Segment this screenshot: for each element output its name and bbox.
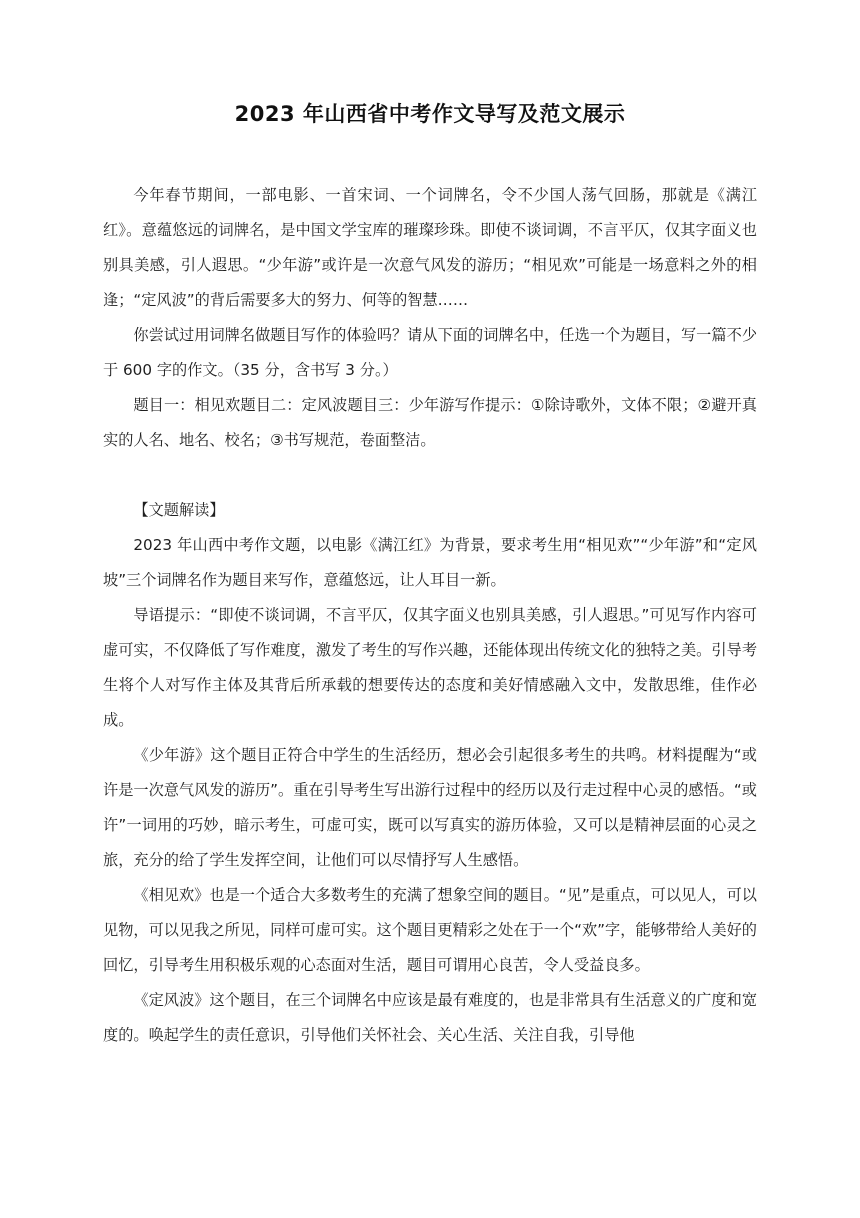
document-body <box>103 178 757 1053</box>
prompt-paragraph: 你尝试过用词牌名做题目写作的体验吗？请从下面的词牌名中，任选一个为题目，写一篇不少于 600 字的作文。（35 分，含书写 3 分。） <box>103 326 757 379</box>
analysis-paragraph: 导语提示：“即使不谈词调，不言平仄，仅其字面义也别具美感，引人遐思。”可见写作内容可虚可实，不仅降低了写作难度，激发了考生的写作兴趣，还能体现出传统文化的独特之美。引导考生将个人对写作主体及其背后所承载的想要传达的态度和美好情感融入文中，发散思维，佳作必成。 <box>103 606 757 729</box>
analysis-paragraph: 《少年游》这个题目正符合中学生的生活经历，想必会引起很多考生的共鸣。材料提醒为“或许是一次意气风发的游历”。重在引导考生写出游行过程中的经历以及行走过程中心灵的感悟。“或许”一词用的巧妙，暗示考生，可虚可实，既可以写真实的游历体验，又可以是精神层面的心灵之旅，充分的给了学生发挥空间，让他们可以尽情抒写人生感悟。 <box>103 746 757 869</box>
analysis-paragraph: 《定风波》这个题目，在三个词牌名中应该是最有难度的，也是非常具有生活意义的广度和宽度的。唤起学生的责任意识，引导他们关怀社会、关心生活、关注自我，引导他 <box>103 991 757 1044</box>
section-gap <box>103 458 757 493</box>
document-title: 2023 年山西省中考作文导写及范文展示 <box>234 102 626 126</box>
topics-paragraph: 题目一：相见欢题目二：定风波题目三：少年游写作提示：①除诗歌外，文体不限；②避开真实的人名、地名、校名；③书写规范，卷面整洁。 <box>103 396 757 449</box>
section-heading: 【文题解读】 <box>133 501 225 519</box>
analysis-paragraph: 2023 年山西中考作文题，以电影《满江红》为背景，要求考生用“相见欢”“少年游”和“定风坡”三个词牌名作为题目来写作，意蕴悠远，让人耳目一新。 <box>103 536 757 589</box>
analysis-paragraph: 《相见欢》也是一个适合大多数考生的充满了想象空间的题目。“见”是重点，可以见人，可以见物，可以见我之所见，同样可虚可实。这个题目更精彩之处在于一个“欢”字，能够带给人美好的回忆，引导考生用积极乐观的心态面对生活，题目可谓用心良苦，令人受益良多。 <box>103 886 757 974</box>
intro-paragraph: 今年春节期间，一部电影、一首宋词、一个词牌名，令不少国人荡气回肠，那就是《满江红》。意蕴悠远的词牌名，是中国文学宝库的璀璨珍珠。即使不谈词调，不言平仄，仅其字面义也别具美感，引人遐思。“少年游”或许是一次意气风发的游历；“相见欢”可能是一场意料之外的相逢；“定风波”的背后需要多大的努力、何等的智慧…… <box>103 186 757 309</box>
